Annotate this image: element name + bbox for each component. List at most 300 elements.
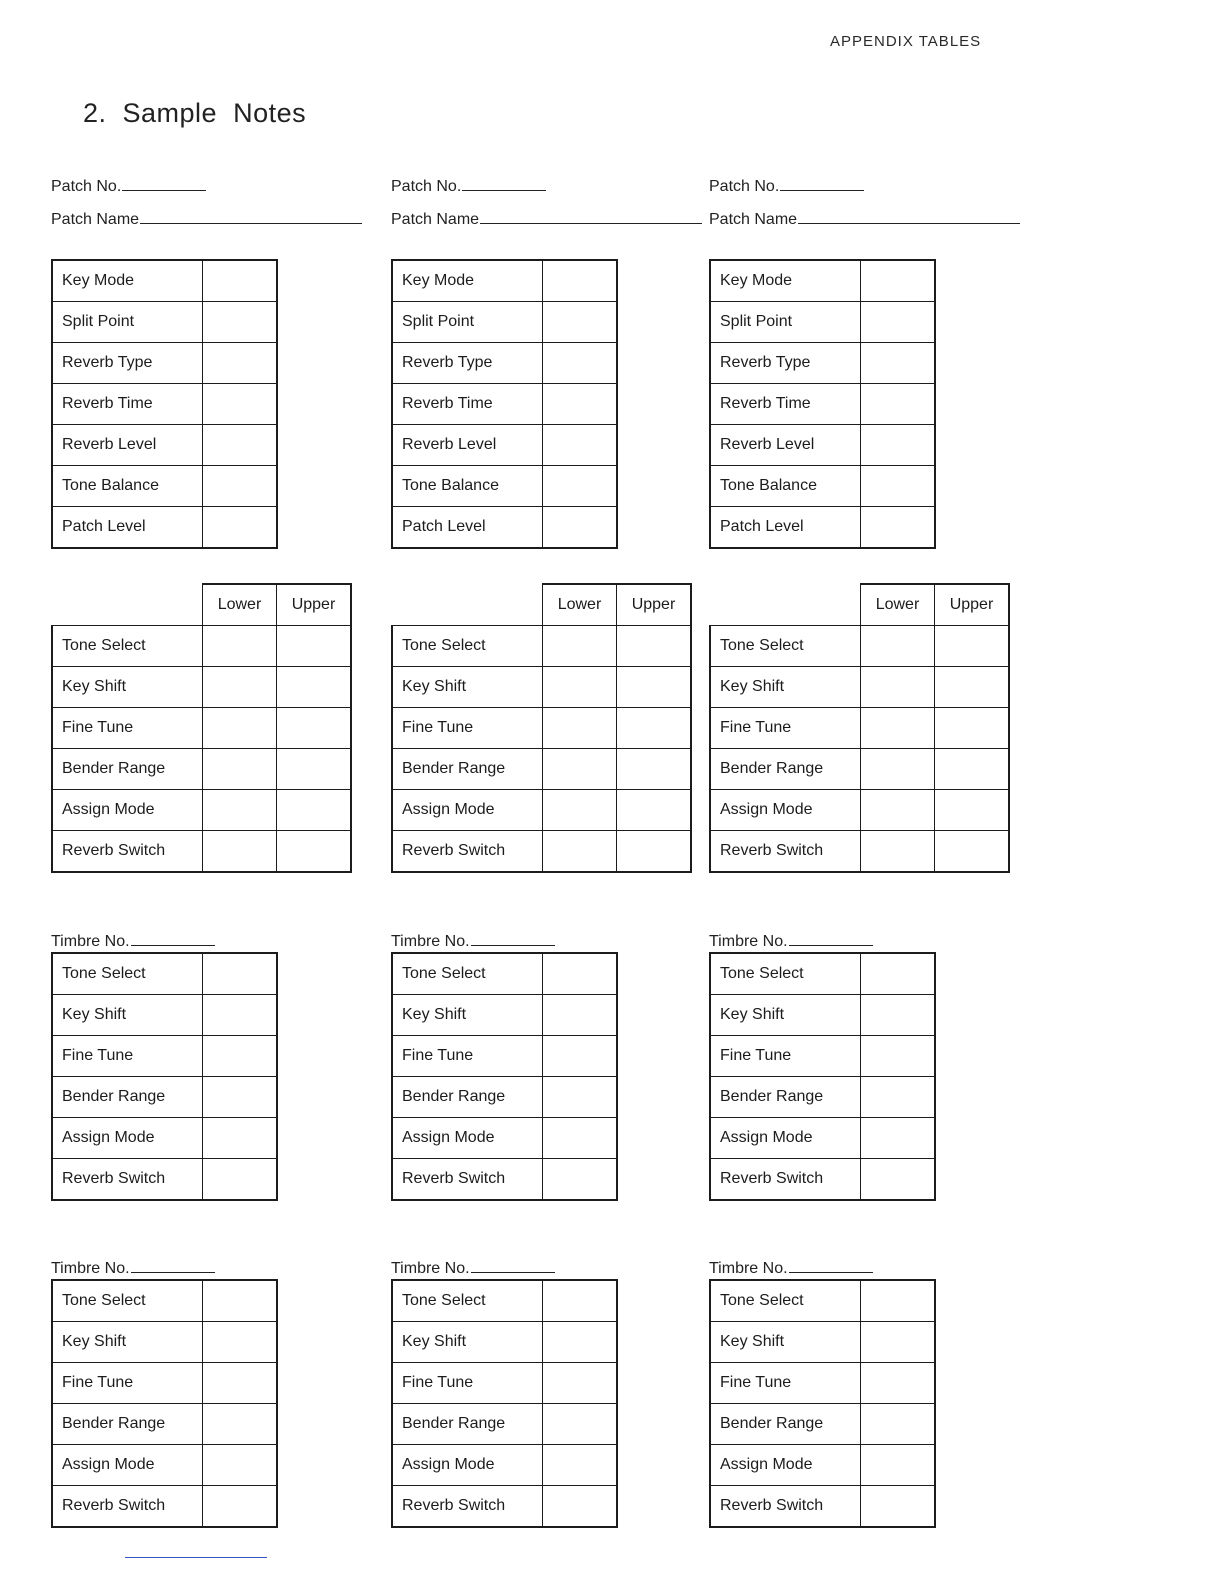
table-row — [392, 1486, 617, 1528]
param-value-cell[interactable] — [861, 1036, 936, 1077]
lower-value-cell[interactable] — [861, 749, 935, 790]
header-row — [710, 584, 1009, 626]
param-label: Assign Mode — [392, 1118, 543, 1159]
table-row — [392, 667, 691, 708]
timbre-no-field-b2-value[interactable] — [471, 1271, 555, 1273]
patch-no-field-1-value[interactable] — [122, 189, 206, 191]
table-row — [392, 708, 691, 749]
table-row — [392, 995, 617, 1036]
param-value-cell[interactable] — [203, 1159, 278, 1201]
param-label: Bender Range — [52, 749, 203, 790]
table-row — [392, 1322, 617, 1363]
param-label: Reverb Level — [710, 425, 861, 466]
patch-name-field-2[interactable] — [391, 211, 702, 229]
param-value-cell[interactable] — [543, 1036, 618, 1077]
table-row — [52, 425, 277, 466]
table-row — [392, 626, 691, 667]
lower-value-cell[interactable] — [861, 626, 935, 667]
table-row — [52, 507, 277, 549]
upper-value-cell[interactable] — [935, 749, 1010, 790]
param-label: Fine Tune — [710, 708, 861, 749]
patch-name-field-1-value[interactable] — [140, 222, 362, 224]
param-label: Bender Range — [710, 1404, 861, 1445]
param-label: Reverb Type — [392, 343, 543, 384]
patch-name-field-1-label: Patch Name — [51, 211, 140, 228]
param-value-cell[interactable] — [203, 425, 278, 466]
table-row — [710, 302, 935, 343]
timbre-no-field-b2[interactable] — [391, 1260, 555, 1278]
param-value-cell[interactable] — [861, 466, 936, 507]
param-label: Key Shift — [392, 1322, 543, 1363]
param-label: Patch Level — [52, 507, 203, 549]
timbre-table-b2 — [391, 1279, 618, 1528]
param-value-cell[interactable] — [203, 953, 278, 995]
lower-value-cell[interactable] — [203, 790, 277, 831]
param-value-cell[interactable] — [543, 1159, 618, 1201]
param-label: Fine Tune — [392, 1363, 543, 1404]
param-label: Tone Select — [710, 953, 861, 995]
lower-value-cell[interactable] — [543, 667, 617, 708]
lower-value-cell[interactable] — [861, 790, 935, 831]
lower-header: Lower — [543, 584, 617, 626]
table-row — [710, 708, 1009, 749]
table-row — [710, 1404, 935, 1445]
page-title: 2. Sample Notes — [83, 98, 307, 128]
param-value-cell[interactable] — [203, 260, 278, 302]
table-row — [52, 343, 277, 384]
param-value-cell[interactable] — [543, 1322, 618, 1363]
param-value-cell[interactable] — [543, 1077, 618, 1118]
patch-no-field-2[interactable] — [391, 178, 546, 196]
upper-value-cell[interactable] — [617, 667, 692, 708]
lower-value-cell[interactable] — [203, 626, 277, 667]
empty-corner — [710, 584, 861, 626]
table-row — [392, 343, 617, 384]
param-label: Assign Mode — [392, 1445, 543, 1486]
table-row — [710, 466, 935, 507]
param-label: Reverb Switch — [52, 1486, 203, 1528]
param-value-cell[interactable] — [543, 1404, 618, 1445]
patch-name-field-3-label: Patch Name — [709, 211, 798, 228]
param-label: Reverb Time — [392, 384, 543, 425]
lower-value-cell[interactable] — [543, 790, 617, 831]
table-row — [392, 953, 617, 995]
param-value-cell[interactable] — [203, 1363, 278, 1404]
param-label: Reverb Switch — [52, 1159, 203, 1201]
timbre-table-a1 — [51, 952, 278, 1201]
timbre-table-b3 — [709, 1279, 936, 1528]
param-value-cell[interactable] — [861, 1322, 936, 1363]
table-row — [710, 1486, 935, 1528]
patch-no-field-3-label: Patch No. — [709, 178, 780, 195]
patch-params-table-1 — [51, 259, 278, 549]
upper-value-cell[interactable] — [935, 708, 1010, 749]
param-label: Tone Select — [52, 626, 203, 667]
timbre-no-field-a1[interactable] — [51, 933, 215, 951]
param-value-cell[interactable] — [861, 953, 936, 995]
table-row — [52, 708, 351, 749]
param-value-cell[interactable] — [203, 302, 278, 343]
patch-no-field-1-label: Patch No. — [51, 178, 122, 195]
param-label: Tone Select — [392, 1280, 543, 1322]
param-label: Fine Tune — [392, 708, 543, 749]
table-row — [392, 507, 617, 549]
table-row — [710, 384, 935, 425]
param-label: Key Mode — [710, 260, 861, 302]
param-label: Key Shift — [710, 995, 861, 1036]
patch-name-field-3-value[interactable] — [798, 222, 1020, 224]
param-label: Reverb Level — [392, 425, 543, 466]
patch-name-field-2-value[interactable] — [480, 222, 702, 224]
header-row — [392, 584, 691, 626]
param-label: Tone Select — [392, 953, 543, 995]
lower-value-cell[interactable] — [203, 831, 277, 873]
param-label: Reverb Switch — [710, 1486, 861, 1528]
param-value-cell[interactable] — [543, 1363, 618, 1404]
param-label: Fine Tune — [52, 708, 203, 749]
param-value-cell[interactable] — [203, 343, 278, 384]
param-value-cell[interactable] — [861, 1404, 936, 1445]
param-value-cell[interactable] — [203, 1445, 278, 1486]
patch-no-field-1[interactable] — [51, 178, 206, 196]
table-row — [392, 302, 617, 343]
table-row — [710, 1118, 935, 1159]
param-value-cell[interactable] — [543, 953, 618, 995]
param-value-cell[interactable] — [861, 425, 936, 466]
upper-header: Upper — [617, 584, 692, 626]
param-label: Reverb Time — [710, 384, 861, 425]
param-value-cell[interactable] — [861, 1159, 936, 1201]
param-value-cell[interactable] — [203, 1077, 278, 1118]
param-label: Reverb Time — [52, 384, 203, 425]
lower-value-cell[interactable] — [861, 667, 935, 708]
timbre-no-field-b1-value[interactable] — [131, 1271, 215, 1273]
table-row — [710, 667, 1009, 708]
param-value-cell[interactable] — [203, 1280, 278, 1322]
lower-value-cell[interactable] — [543, 708, 617, 749]
param-label: Fine Tune — [392, 1036, 543, 1077]
patch-name-field-3[interactable] — [709, 211, 1020, 229]
table-row — [392, 1159, 617, 1201]
table-row — [710, 1036, 935, 1077]
param-value-cell[interactable] — [861, 1363, 936, 1404]
lower-value-cell[interactable] — [543, 626, 617, 667]
table-row — [710, 260, 935, 302]
table-row — [710, 790, 1009, 831]
param-label: Bender Range — [392, 749, 543, 790]
table-row — [710, 1159, 935, 1201]
timbre-no-field-a3[interactable] — [709, 933, 873, 951]
page-header: APPENDIX TABLES — [830, 33, 982, 50]
table-row — [52, 667, 351, 708]
table-row — [52, 1036, 277, 1077]
param-label: Key Shift — [710, 667, 861, 708]
table-row — [392, 1445, 617, 1486]
upper-header: Upper — [935, 584, 1010, 626]
param-label: Key Shift — [52, 995, 203, 1036]
table-row — [52, 1322, 277, 1363]
param-label: Key Shift — [710, 1322, 861, 1363]
table-row — [52, 1363, 277, 1404]
param-label: Assign Mode — [710, 1118, 861, 1159]
table-row — [710, 507, 935, 549]
timbre-no-field-a1-value[interactable] — [131, 944, 215, 946]
param-label: Split Point — [392, 302, 543, 343]
param-label: Patch Level — [392, 507, 543, 549]
timbre-no-field-b3-value[interactable] — [789, 1271, 873, 1273]
param-label: Bender Range — [52, 1404, 203, 1445]
param-value-cell[interactable] — [203, 384, 278, 425]
upper-value-cell[interactable] — [277, 626, 352, 667]
upper-value-cell[interactable] — [617, 708, 692, 749]
patch-no-field-2-label: Patch No. — [391, 178, 462, 195]
param-value-cell[interactable] — [861, 1445, 936, 1486]
param-label: Bender Range — [392, 1404, 543, 1445]
param-label: Assign Mode — [392, 790, 543, 831]
timbre-table-a3 — [709, 952, 936, 1201]
table-row — [52, 466, 277, 507]
header-row — [52, 584, 351, 626]
table-row — [710, 749, 1009, 790]
table-row — [52, 384, 277, 425]
param-value-cell[interactable] — [203, 995, 278, 1036]
table-row — [710, 995, 935, 1036]
param-label: Bender Range — [52, 1077, 203, 1118]
param-label: Key Mode — [52, 260, 203, 302]
param-value-cell[interactable] — [203, 466, 278, 507]
table-row — [52, 1077, 277, 1118]
param-value-cell[interactable] — [203, 1404, 278, 1445]
table-row — [392, 1404, 617, 1445]
table-row — [392, 1280, 617, 1322]
param-value-cell[interactable] — [543, 1280, 618, 1322]
timbre-no-field-b3-label: Timbre No. — [709, 1260, 788, 1277]
table-row — [52, 1486, 277, 1528]
param-label: Reverb Switch — [710, 1159, 861, 1201]
upper-value-cell[interactable] — [277, 667, 352, 708]
patch-no-field-3[interactable] — [709, 178, 864, 196]
param-value-cell[interactable] — [203, 1486, 278, 1528]
param-label: Bender Range — [710, 749, 861, 790]
param-value-cell[interactable] — [861, 507, 936, 549]
lower-value-cell[interactable] — [543, 831, 617, 873]
table-row — [392, 831, 691, 873]
param-value-cell[interactable] — [861, 302, 936, 343]
upper-value-cell[interactable] — [617, 626, 692, 667]
timbre-no-field-a1-label: Timbre No. — [51, 933, 130, 950]
param-value-cell[interactable] — [861, 1077, 936, 1118]
table-row — [52, 749, 351, 790]
param-label: Assign Mode — [710, 1445, 861, 1486]
param-value-cell[interactable] — [861, 1118, 936, 1159]
upper-value-cell[interactable] — [617, 831, 692, 873]
param-label: Reverb Switch — [392, 831, 543, 873]
param-label: Fine Tune — [52, 1036, 203, 1077]
param-label: Reverb Type — [710, 343, 861, 384]
param-label: Bender Range — [392, 1077, 543, 1118]
timbre-no-field-b1-label: Timbre No. — [51, 1260, 130, 1277]
param-label: Tone Select — [392, 626, 543, 667]
upper-value-cell[interactable] — [277, 790, 352, 831]
table-row — [392, 425, 617, 466]
param-label: Key Shift — [392, 995, 543, 1036]
param-value-cell[interactable] — [543, 425, 618, 466]
timbre-no-field-b2-label: Timbre No. — [391, 1260, 470, 1277]
param-value-cell[interactable] — [203, 1036, 278, 1077]
param-label: Bender Range — [710, 1077, 861, 1118]
table-row — [52, 831, 351, 873]
param-label: Assign Mode — [52, 1118, 203, 1159]
timbre-no-field-b1[interactable] — [51, 1260, 215, 1278]
table-row — [392, 1118, 617, 1159]
param-label: Fine Tune — [52, 1363, 203, 1404]
patch-name-field-2-label: Patch Name — [391, 211, 480, 228]
patch-no-field-3-value[interactable] — [780, 189, 864, 191]
param-label: Reverb Level — [52, 425, 203, 466]
param-value-cell[interactable] — [861, 343, 936, 384]
timbre-no-field-a2[interactable] — [391, 933, 555, 951]
table-row — [52, 1404, 277, 1445]
table-row — [52, 1118, 277, 1159]
param-label: Key Shift — [392, 667, 543, 708]
table-row — [710, 1077, 935, 1118]
param-value-cell[interactable] — [861, 1486, 936, 1528]
table-row — [392, 790, 691, 831]
upper-value-cell[interactable] — [277, 708, 352, 749]
table-row — [52, 790, 351, 831]
table-row — [52, 1159, 277, 1201]
upper-value-cell[interactable] — [935, 831, 1010, 873]
table-row — [392, 1077, 617, 1118]
param-value-cell[interactable] — [543, 1445, 618, 1486]
table-row — [392, 384, 617, 425]
patch-name-field-1[interactable] — [51, 211, 362, 229]
timbre-no-field-a2-value[interactable] — [471, 944, 555, 946]
upper-value-cell[interactable] — [935, 790, 1010, 831]
timbre-no-field-a3-value[interactable] — [789, 944, 873, 946]
table-row — [710, 831, 1009, 873]
patch-params-table-3 — [709, 259, 936, 549]
param-value-cell[interactable] — [543, 384, 618, 425]
table-row — [710, 425, 935, 466]
param-value-cell[interactable] — [203, 1118, 278, 1159]
param-value-cell[interactable] — [203, 507, 278, 549]
upper-value-cell[interactable] — [617, 749, 692, 790]
table-row — [52, 1280, 277, 1322]
param-value-cell[interactable] — [543, 343, 618, 384]
param-label: Tone Select — [52, 953, 203, 995]
param-label: Tone Select — [710, 1280, 861, 1322]
empty-corner — [392, 584, 543, 626]
param-label: Tone Balance — [710, 466, 861, 507]
param-label: Tone Select — [710, 626, 861, 667]
table-row — [392, 1036, 617, 1077]
upper-value-cell[interactable] — [277, 831, 352, 873]
param-value-cell[interactable] — [861, 260, 936, 302]
param-label: Split Point — [710, 302, 861, 343]
param-label: Reverb Switch — [52, 831, 203, 873]
tone-params-table-2 — [391, 583, 692, 873]
param-value-cell[interactable] — [203, 1322, 278, 1363]
param-value-cell[interactable] — [543, 1118, 618, 1159]
param-value-cell[interactable] — [861, 384, 936, 425]
table-row — [710, 1280, 935, 1322]
param-label: Key Shift — [52, 667, 203, 708]
table-row — [52, 953, 277, 995]
param-value-cell[interactable] — [861, 995, 936, 1036]
param-value-cell[interactable] — [543, 1486, 618, 1528]
param-label: Tone Balance — [392, 466, 543, 507]
upper-value-cell[interactable] — [935, 626, 1010, 667]
param-label: Reverb Switch — [710, 831, 861, 873]
param-label: Key Shift — [52, 1322, 203, 1363]
param-label: Assign Mode — [52, 1445, 203, 1486]
table-row — [710, 1322, 935, 1363]
lower-value-cell[interactable] — [203, 749, 277, 790]
lower-header: Lower — [203, 584, 277, 626]
timbre-table-b1 — [51, 1279, 278, 1528]
lower-value-cell[interactable] — [203, 667, 277, 708]
table-row — [52, 995, 277, 1036]
param-value-cell[interactable] — [543, 302, 618, 343]
patch-no-field-2-value[interactable] — [462, 189, 546, 191]
upper-header: Upper — [277, 584, 352, 626]
param-label: Fine Tune — [710, 1363, 861, 1404]
timbre-table-a2 — [391, 952, 618, 1201]
param-label: Reverb Switch — [392, 1486, 543, 1528]
table-row — [52, 1445, 277, 1486]
table-row — [710, 343, 935, 384]
table-row — [392, 749, 691, 790]
timbre-no-field-a2-label: Timbre No. — [391, 933, 470, 950]
param-label: Tone Select — [52, 1280, 203, 1322]
timbre-no-field-a3-label: Timbre No. — [709, 933, 788, 950]
param-label: Fine Tune — [710, 1036, 861, 1077]
timbre-no-field-b3[interactable] — [709, 1260, 873, 1278]
table-row — [392, 260, 617, 302]
empty-corner — [52, 584, 203, 626]
table-row — [710, 626, 1009, 667]
footer-rule — [125, 1557, 267, 1558]
lower-value-cell[interactable] — [543, 749, 617, 790]
param-value-cell[interactable] — [543, 260, 618, 302]
param-label: Reverb Type — [52, 343, 203, 384]
upper-value-cell[interactable] — [935, 667, 1010, 708]
tone-params-table-1 — [51, 583, 352, 873]
patch-params-table-2 — [391, 259, 618, 549]
lower-value-cell[interactable] — [203, 708, 277, 749]
param-label: Patch Level — [710, 507, 861, 549]
param-label: Assign Mode — [52, 790, 203, 831]
param-label: Reverb Switch — [392, 1159, 543, 1201]
table-row — [392, 1363, 617, 1404]
table-row — [710, 1445, 935, 1486]
param-label: Key Mode — [392, 260, 543, 302]
table-row — [392, 466, 617, 507]
table-row — [710, 953, 935, 995]
lower-value-cell[interactable] — [861, 708, 935, 749]
param-value-cell[interactable] — [543, 466, 618, 507]
param-value-cell[interactable] — [861, 1280, 936, 1322]
table-row — [710, 1363, 935, 1404]
param-value-cell[interactable] — [543, 995, 618, 1036]
lower-value-cell[interactable] — [861, 831, 935, 873]
table-row — [52, 302, 277, 343]
upper-value-cell[interactable] — [277, 749, 352, 790]
lower-header: Lower — [861, 584, 935, 626]
param-value-cell[interactable] — [543, 507, 618, 549]
upper-value-cell[interactable] — [617, 790, 692, 831]
